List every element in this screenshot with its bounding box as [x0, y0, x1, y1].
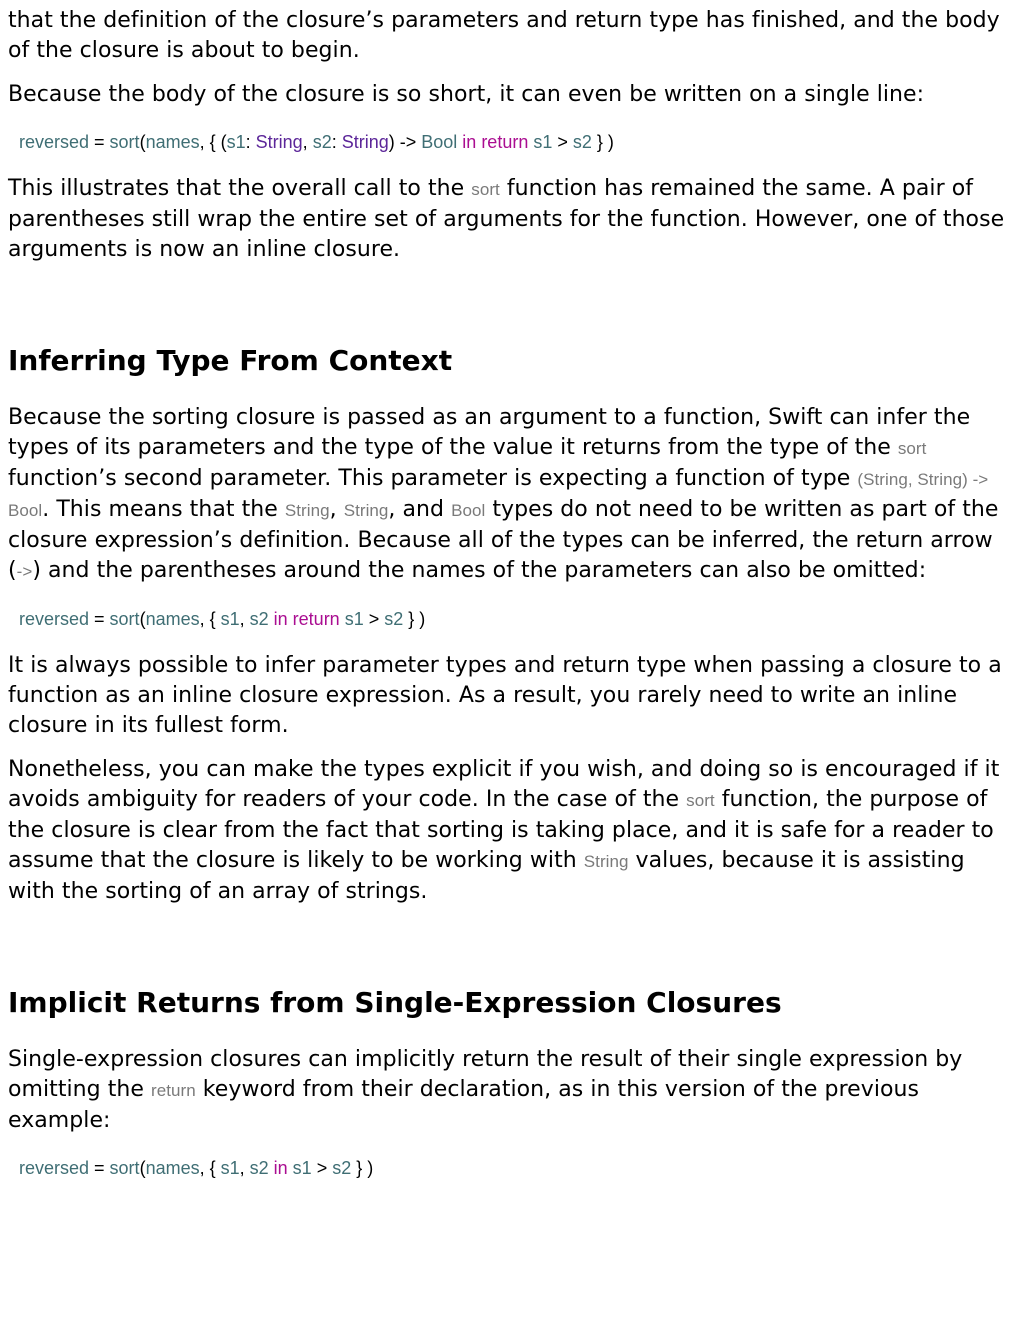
paragraph-text: function’s second parameter. This parameter is expecting a function of type: [8, 466, 858, 491]
code-token: } ): [403, 609, 426, 629]
code-token: } ): [591, 132, 614, 152]
inline-code: String: [343, 501, 389, 520]
paragraph-text: , and: [388, 497, 452, 522]
inline-code: sort: [686, 791, 715, 810]
inline-code: sort: [897, 439, 927, 458]
code-token: s2: [249, 609, 269, 629]
paragraph-closure-body-intro: [8, 6, 1012, 66]
inline-code: String: [583, 852, 629, 871]
section-spacer: [8, 924, 1012, 986]
code-token: ,: [239, 609, 250, 629]
paragraph-text: that the definition of the closure’s parameters and return type has finished, and the body of the closure is about to begin.: [8, 8, 1000, 63]
code-token: Bool: [421, 132, 458, 152]
code-token: String: [255, 132, 303, 152]
code-token: >: [311, 1158, 333, 1178]
paragraph-text: ) and the parentheses around the names of the parameters can also be omitted:: [32, 558, 927, 583]
paragraph-text: types do not need to be written as part of the closure expression’s definition. Because all of the types can be inferred, the return arrow (: [8, 497, 999, 583]
code-token: names: [145, 609, 200, 629]
paragraph-text: . This means that the: [42, 497, 285, 522]
paragraph-overall-call: [8, 174, 1012, 265]
code-token: return: [292, 609, 340, 629]
paragraph-text: Because the sorting closure is passed as an argument to a function, Swift can infer the types of its parameters and the type of the value it returns from the type of the: [8, 405, 971, 460]
code-token: s2: [384, 609, 404, 629]
code-token: =: [89, 1158, 110, 1178]
code-token: names: [145, 1158, 200, 1178]
code-token: , { (: [199, 132, 227, 152]
code-token: , {: [199, 1158, 221, 1178]
section-spacer: [8, 282, 1012, 344]
code-token: names: [145, 132, 200, 152]
paragraph-text: function has remained the same. A pair of parentheses still wrap the entire set of arguments for the function. However, one of those arguments is now an inline closure.: [8, 176, 1005, 262]
code-token: ,: [239, 1158, 250, 1178]
code-block-inferred-types: [19, 607, 1012, 631]
code-token: (: [139, 132, 146, 152]
code-token: sort: [109, 609, 140, 629]
paragraph-text: Because the body of the closure is so short, it can even be written on a single line:: [8, 82, 925, 107]
code-token: in: [268, 1158, 293, 1178]
code-token: , {: [199, 609, 221, 629]
code-token: s2: [332, 1158, 352, 1178]
paragraph-implicit-returns: [8, 1045, 1012, 1136]
code-token: s1: [344, 609, 364, 629]
code-token: s1: [220, 1158, 240, 1178]
code-token: s1: [226, 132, 246, 152]
inline-code: sort: [471, 180, 500, 199]
inline-code: Bool: [451, 501, 486, 520]
inline-code: ->: [16, 562, 33, 581]
paragraph-text: values, because it is assisting with the sorting of an array of strings.: [8, 848, 965, 904]
code-token: =: [89, 609, 110, 629]
code-token: ) ->: [388, 132, 422, 152]
paragraph-text: Nonetheless, you can make the types explicit if you wish, and doing so is encouraged if it avoids ambiguity for readers of your code. In the case of the: [8, 757, 1000, 812]
code-token: reversed: [19, 1158, 90, 1178]
inline-code: (String, String) -> Bool: [8, 470, 989, 520]
code-token: reversed: [19, 132, 90, 152]
code-token: ,: [302, 132, 313, 152]
code-token: >: [363, 609, 385, 629]
code-token: return: [481, 132, 529, 152]
paragraph-text: It is always possible to infer parameter types and return type when passing a closure to a function as an inline closure expression. As a result, you rarely need to write an inline closure in its fullest form.: [8, 653, 1002, 738]
code-token: s2: [572, 132, 592, 152]
inline-code: return: [151, 1081, 196, 1100]
code-token: String: [341, 132, 389, 152]
code-token: s2: [249, 1158, 269, 1178]
paragraph-text: This illustrates that the overall call to the: [8, 176, 472, 201]
code-block-implicit-return: [19, 1156, 1012, 1180]
code-token: s1: [220, 609, 240, 629]
paragraph-text: Single-expression closures can implicitly return the result of their single expression by omitting the: [8, 1047, 963, 1102]
code-token: sort: [109, 1158, 140, 1178]
code-token: in: [268, 609, 293, 629]
code-token: s1: [533, 132, 553, 152]
paragraph-text: ,: [329, 497, 344, 522]
code-token: s1: [292, 1158, 312, 1178]
paragraph-always-possible: [8, 651, 1012, 741]
paragraph-type-inference: [8, 403, 1012, 587]
code-token: :: [331, 132, 342, 152]
paragraph-single-line-intro: [8, 80, 1012, 110]
code-block-single-line: [19, 130, 1012, 154]
code-token: s2: [312, 132, 332, 152]
code-token: (: [139, 1158, 146, 1178]
inline-code: String: [284, 501, 330, 520]
section-heading-inferring-type: Inferring Type From Context: [8, 344, 453, 377]
code-token: sort: [109, 132, 140, 152]
code-token: >: [552, 132, 573, 152]
paragraph-text: function, the purpose of the closure is clear from the fact that sorting is taking place, and it is safe for a reader to assume that the closure is likely to be working with: [8, 787, 994, 873]
code-token: :: [245, 132, 256, 152]
section-heading-implicit-returns: Implicit Returns from Single-Expression Closures: [8, 986, 782, 1019]
code-token: (: [139, 609, 146, 629]
paragraph-explicit-types: [8, 755, 1012, 907]
paragraph-text: keyword from their declaration, as in this version of the previous example:: [8, 1077, 920, 1133]
code-token: } ): [351, 1158, 374, 1178]
code-token: =: [89, 132, 110, 152]
code-token: in: [457, 132, 482, 152]
code-token: reversed: [19, 609, 90, 629]
